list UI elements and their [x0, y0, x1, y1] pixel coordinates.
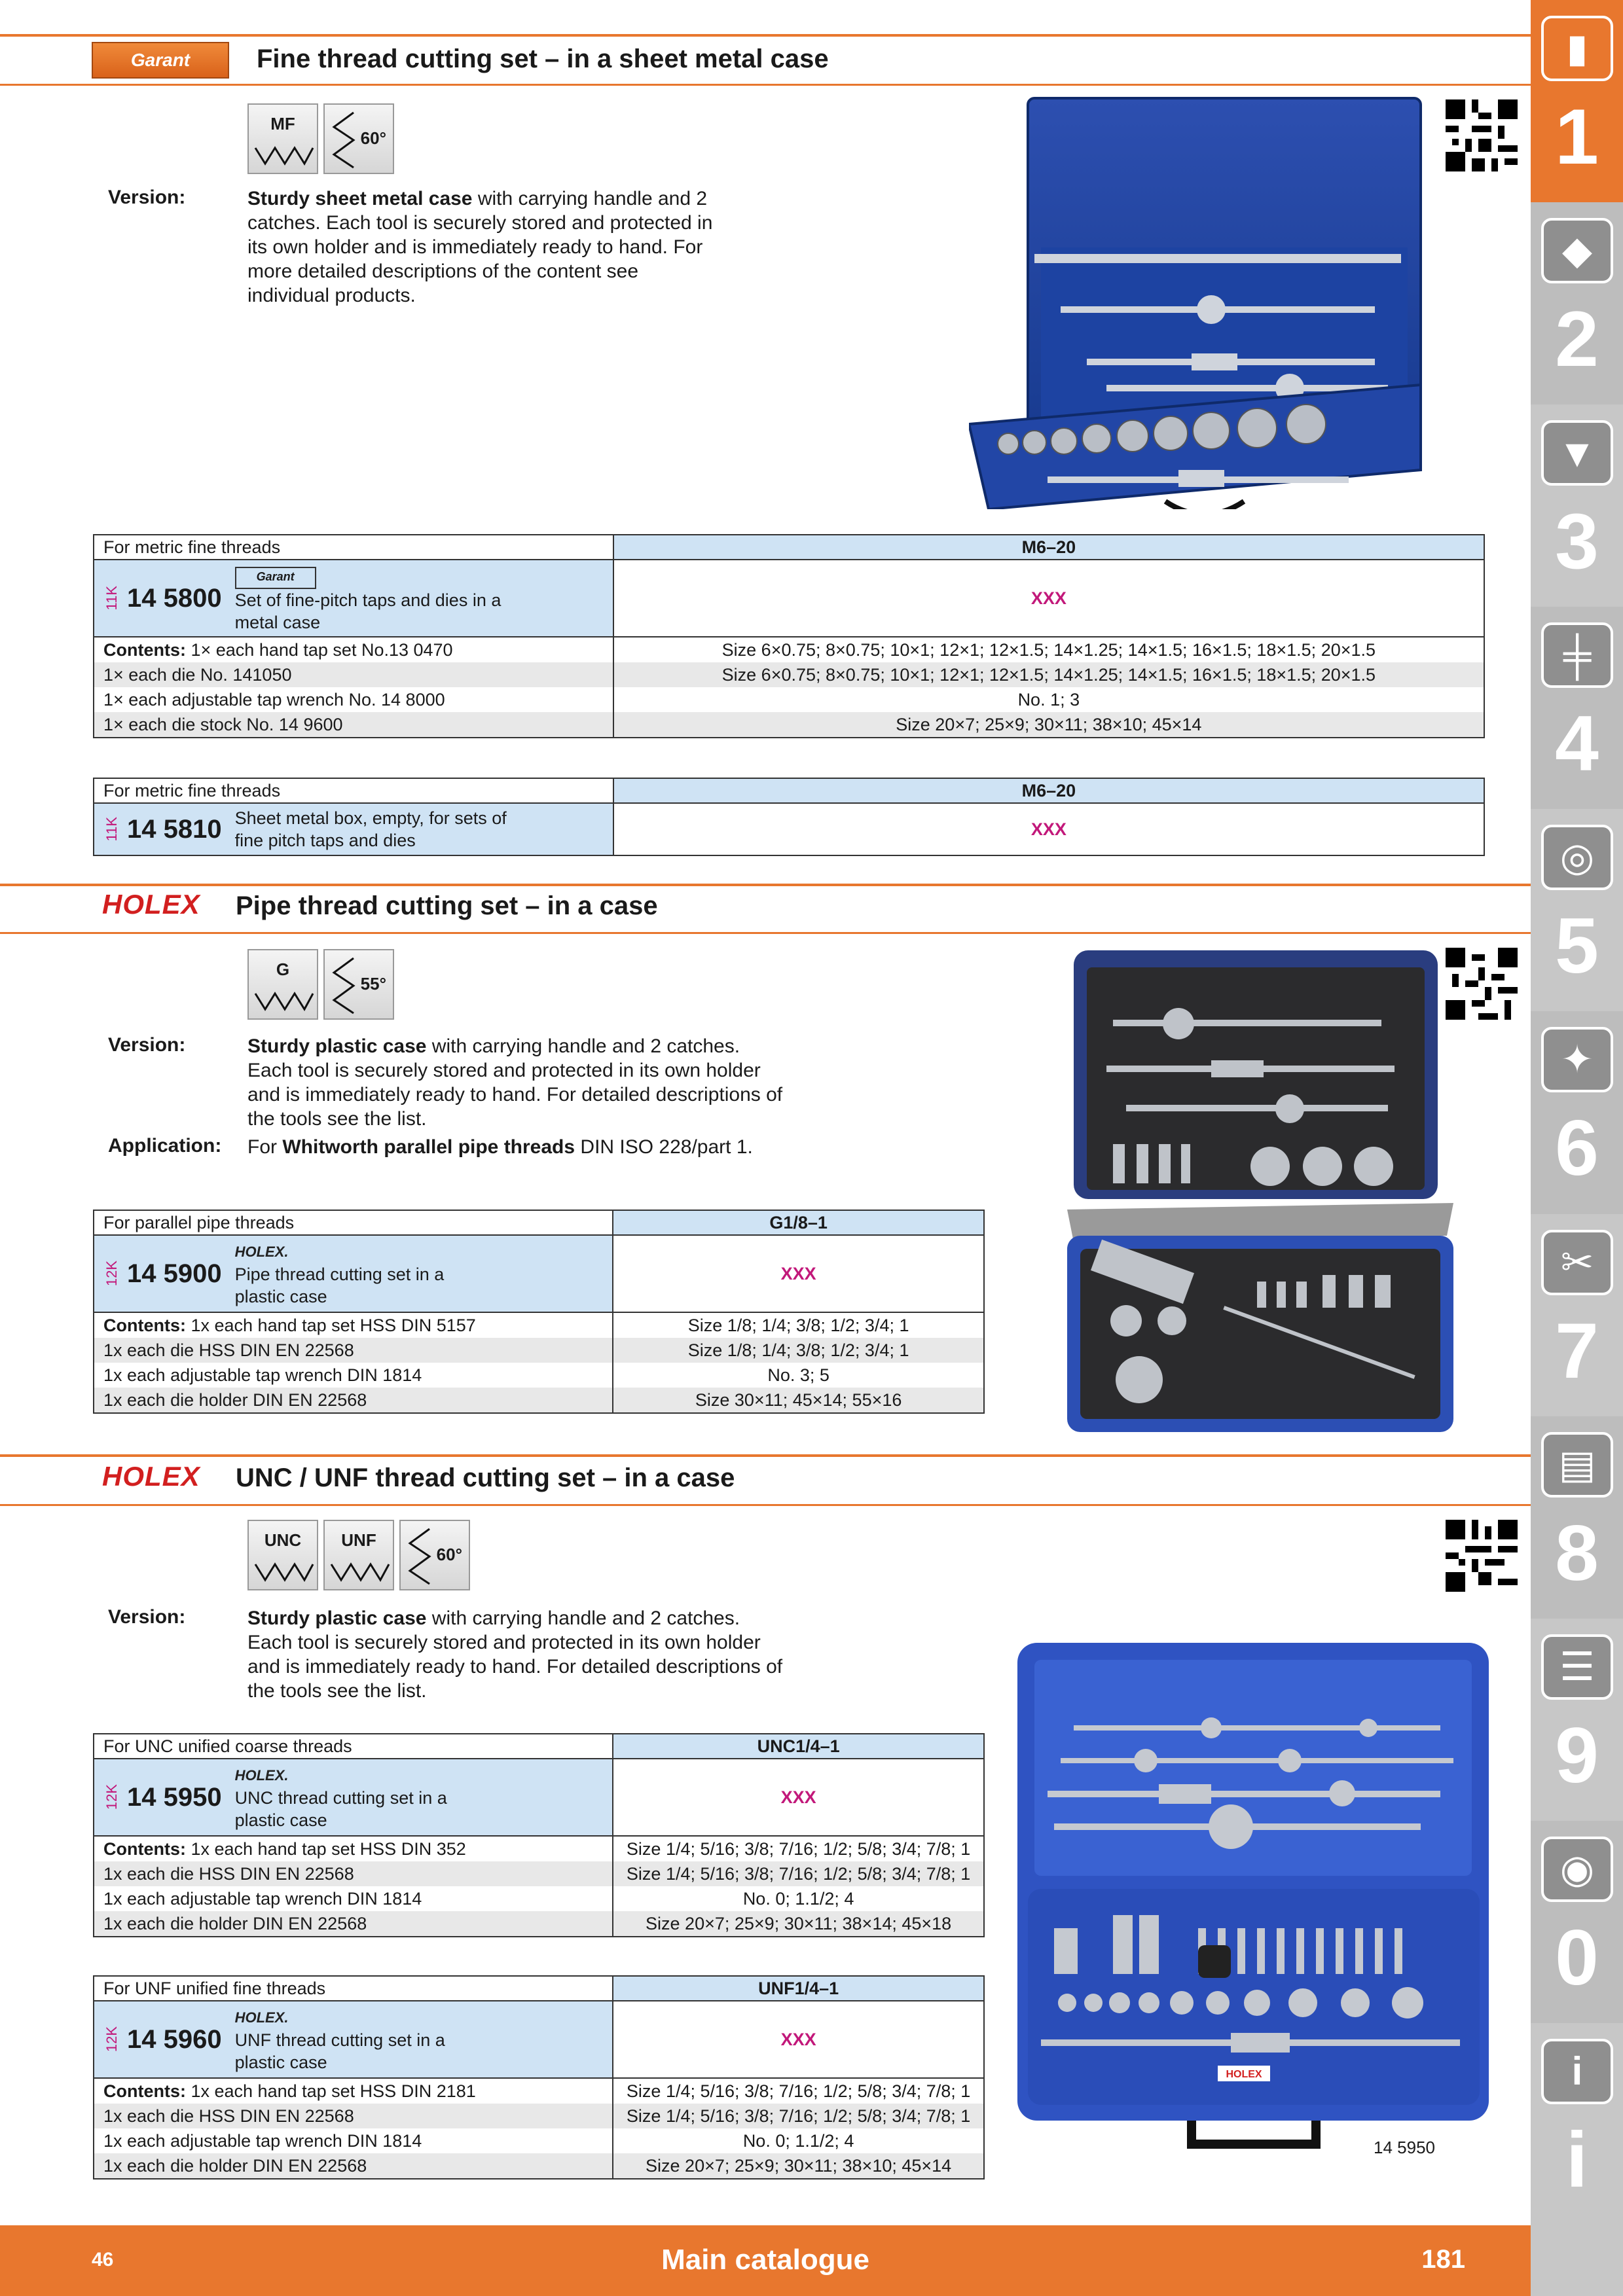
price: XXX: [613, 2001, 984, 2078]
section-divider: [0, 34, 1531, 37]
product-table: [93, 1975, 985, 2179]
workbench-icon: ▤: [1541, 1432, 1613, 1498]
article-mark: 12K: [103, 2026, 120, 2053]
article-number[interactable]: 14 5900: [127, 1259, 222, 1288]
section-divider: [0, 1454, 1531, 1457]
article-number[interactable]: 14 5800: [127, 583, 222, 613]
product-table: [93, 1733, 985, 1937]
section-title: Pipe thread cutting set – in a case: [236, 891, 658, 920]
contents-row: 1x each die HSS DIN EN 22568 Size 1/4; 5/16; 3/8; 7/16; 1/2; 5/8; 3/4; 7/8; 1: [94, 2104, 984, 2128]
contents-row: 1x each adjustable tap wrench DIN 1814 No. 0; 1.1/2; 4: [94, 1886, 984, 1911]
garant-logo: Garant: [92, 42, 229, 79]
qr-code: [1446, 948, 1518, 1020]
article-row[interactable]: [94, 1759, 984, 1836]
contents-row: 1x each adjustable tap wrench DIN 1814 No. 3; 5: [94, 1363, 984, 1388]
article-row[interactable]: [94, 2001, 984, 2078]
chapter-number: 9: [1555, 1711, 1599, 1799]
chapter-number: 5: [1555, 902, 1599, 990]
holex-small-logo: HOLEX.: [234, 1244, 289, 1260]
article-row[interactable]: [94, 1235, 984, 1312]
article-number[interactable]: 14 5810: [127, 814, 222, 844]
section-title: UNC / UNF thread cutting set – in a case: [236, 1463, 735, 1492]
sheet-metal-case-photo: [969, 97, 1427, 509]
contents-row: 1x each die HSS DIN EN 22568 Size 1/8; 1/4; 3/8; 1/2; 3/4; 1: [94, 1338, 984, 1363]
article-number[interactable]: 14 5960: [127, 2024, 222, 2054]
pliers-icon: ✂: [1541, 1230, 1613, 1295]
price: XXX: [613, 1759, 984, 1836]
g-thread-symbol: G: [247, 949, 318, 1020]
table-header-label: For UNF unified fine threads: [94, 1976, 613, 2001]
price: XXX: [613, 560, 1484, 637]
page-footer: [0, 2225, 1531, 2296]
table-header-range: M6–20: [613, 535, 1484, 560]
chapter-tab-1[interactable]: [1531, 202, 1623, 404]
chapter-tab-8[interactable]: [1531, 1619, 1623, 1821]
chapter-tab-4[interactable]: [1531, 809, 1623, 1011]
version-label: Version:: [108, 1034, 186, 1056]
article-number[interactable]: 14 5950: [127, 1782, 222, 1812]
insert-icon: ◆: [1541, 218, 1613, 283]
article-mark: 11K: [103, 817, 120, 842]
qr-code: [1446, 99, 1518, 171]
cabinet-icon: ☰: [1541, 1634, 1613, 1700]
holex-small-logo: HOLEX.: [234, 2009, 289, 2026]
contents-row: 1× each die stock No. 14 9600 Size 20×7; 25×9; 30×11; 38×10; 45×14: [94, 712, 1484, 738]
product-table: [93, 534, 1485, 738]
chapter-number: 4: [1555, 700, 1599, 788]
article-row[interactable]: [94, 560, 1484, 637]
chapter-tab-5[interactable]: [1531, 1011, 1623, 1213]
contents-row: 1x each adjustable tap wrench DIN 1814 No. 0; 1.1/2; 4: [94, 2128, 984, 2153]
version-label: Version:: [108, 187, 186, 208]
section-divider: [0, 932, 1531, 934]
product-table: [93, 1210, 985, 1414]
toolholder-icon: ▼: [1541, 420, 1613, 486]
chapter-tab-0[interactable]: [1531, 0, 1623, 202]
chapter-number: i: [1565, 2115, 1588, 2204]
article-description: UNC thread cutting set in a plastic case: [234, 1788, 447, 1830]
application-description: For Whitworth parallel pipe threads DIN ISO 228/part 1.: [247, 1136, 753, 1158]
chapter-number: 1: [1555, 93, 1599, 181]
article-description: Pipe thread cutting set in a plastic case: [234, 1265, 445, 1306]
unc-thread-symbol: UNC: [247, 1520, 318, 1590]
section-divider: [0, 1504, 1531, 1506]
application-label: Application:: [108, 1135, 222, 1157]
article-description: UNF thread cutting set in a plastic case: [234, 2030, 445, 2072]
footer-title: Main catalogue: [661, 2244, 869, 2276]
unf-thread-symbol: UNF: [323, 1520, 394, 1590]
contents-row: 1x each die HSS DIN EN 22568 Size 1/4; 5/16; 3/8; 7/16; 1/2; 5/8; 3/4; 7/8; 1: [94, 1861, 984, 1886]
chapter-number: 2: [1555, 295, 1599, 384]
product-table: [93, 778, 1485, 856]
version-description: Sturdy plastic case with carrying handle and 2 catches. Each tool is securely stored and protected in its own holder and is immediately ready to hand. For detailed descriptions of the tools see the list.: [247, 1035, 783, 1130]
qr-code: [1446, 1520, 1518, 1592]
safety-goggles-icon: ◉: [1541, 1837, 1613, 1902]
info-icon: i: [1541, 2039, 1613, 2104]
article-mark: 12K: [103, 1784, 120, 1810]
table-header-range: M6–20: [613, 778, 1484, 803]
mf-thread-symbol: MF: [247, 103, 318, 174]
contents-row: Contents: 1x each hand tap set HSS DIN 2181 Size 1/4; 5/16; 3/8; 7/16; 1/2; 5/8; 3/4; 7/8; 1: [94, 2078, 984, 2104]
section-title: Fine thread cutting set – in a sheet metal case: [257, 45, 829, 73]
drill-icon: ▮: [1541, 16, 1613, 81]
version-description: Sturdy sheet metal case with carrying handle and 2 catches. Each tool is securely stored and protected in its own holder and is immediately ready to hand. For more detailed descriptions of the content see individual products.: [247, 188, 713, 306]
table-header-range: UNF1/4–1: [613, 1976, 984, 2001]
table-header-label: For metric fine threads: [94, 778, 613, 803]
holex-small-logo: HOLEX.: [234, 1767, 289, 1784]
chapter-number: 6: [1555, 1104, 1599, 1193]
unc-unf-case-photo: [1015, 1640, 1491, 2157]
chapter-tab-9[interactable]: [1531, 1821, 1623, 2023]
price: XXX: [613, 803, 1484, 855]
footer-page-right: 181: [1421, 2245, 1465, 2274]
table-header-label: For parallel pipe threads: [94, 1210, 613, 1235]
contents-row: 1x each die holder DIN EN 22568 Size 20×7; 25×9; 30×11; 38×10; 45×14: [94, 2153, 984, 2179]
article-description: Sheet metal box, empty, for sets of fine pitch taps and dies: [234, 808, 507, 850]
angle-60-symbol: 60°: [323, 103, 394, 174]
table-header-range: G1/8–1: [613, 1210, 984, 1235]
footer-page-left: 46: [92, 2249, 114, 2270]
garant-small-logo: Garant: [235, 567, 316, 589]
contents-row: 1x each die holder DIN EN 22568 Size 30×11; 45×14; 55×16: [94, 1388, 984, 1413]
contents-row: 1× each adjustable tap wrench No. 14 8000 No. 1; 3: [94, 687, 1484, 712]
svg-text:HOLEX: HOLEX: [1226, 2069, 1262, 2080]
contents-row: Contents: 1x each hand tap set HSS DIN 5157 Size 1/8; 1/4; 3/8; 1/2; 3/4; 1: [94, 1312, 984, 1338]
chapter-tab-7[interactable]: [1531, 1416, 1623, 1619]
version-label: Version:: [108, 1606, 186, 1628]
chapter-tab-2[interactable]: [1531, 404, 1623, 607]
grinding-disc-icon: ◎: [1541, 825, 1613, 890]
table-header-label: For UNC unified coarse threads: [94, 1734, 613, 1759]
chapter-number: 8: [1555, 1509, 1599, 1597]
contents-row: 1x each die holder DIN EN 22568 Size 20×7; 25×9; 30×11; 38×14; 45×18: [94, 1911, 984, 1937]
holex-logo: HOLEX: [102, 889, 200, 920]
version-description: Sturdy plastic case with carrying handle and 2 catches. Each tool is securely stored and protected in its own holder and is immediately ready to hand. For detailed descriptions of the tools see the list.: [247, 1607, 783, 1702]
chapter-tab-10[interactable]: [1531, 2023, 1623, 2225]
angle-60-symbol: 60°: [399, 1520, 470, 1590]
table-header-range: UNC1/4–1: [613, 1734, 984, 1759]
pipe-thread-case-photo: [1061, 948, 1467, 1432]
contents-row: Contents: 1× each hand tap set No.13 0470 Size 6×0.75; 8×0.75; 10×1; 12×1; 12×1.5; 14×1.25; 14×1.5; 16×1.5; 18×1.5; 20×1.5: [94, 637, 1484, 662]
caliper-icon: ╪: [1541, 622, 1613, 688]
contents-row: 1× each die No. 141050 Size 6×0.75; 8×0.75; 10×1; 12×1; 12×1.5; 14×1.25; 14×1.5; 16×1.5; 18×1.5; 20×1.5: [94, 662, 1484, 687]
article-row[interactable]: [94, 803, 1484, 855]
price: XXX: [613, 1235, 984, 1312]
wrench-icon: ✦: [1541, 1027, 1613, 1092]
chapter-tab-6[interactable]: [1531, 1214, 1623, 1416]
angle-55-symbol: 55°: [323, 949, 394, 1020]
article-description: Set of fine-pitch taps and dies in a metal case: [234, 590, 501, 632]
chapter-number: 7: [1555, 1306, 1599, 1395]
holex-logo: HOLEX: [102, 1461, 200, 1492]
section-divider: [0, 84, 1531, 86]
chapter-number: 0: [1555, 1913, 1599, 2001]
section-divider: [0, 884, 1531, 886]
article-mark: 12K: [103, 1261, 120, 1287]
photo-caption: 14 5950: [1374, 2138, 1435, 2157]
chapter-tab-3[interactable]: [1531, 607, 1623, 809]
article-mark: 11K: [103, 586, 120, 611]
table-header-label: For metric fine threads: [94, 535, 613, 560]
chapter-number: 3: [1555, 497, 1599, 586]
contents-row: Contents: 1x each hand tap set HSS DIN 352 Size 1/4; 5/16; 3/8; 7/16; 1/2; 5/8; 3/4; 7/8; 1: [94, 1836, 984, 1861]
